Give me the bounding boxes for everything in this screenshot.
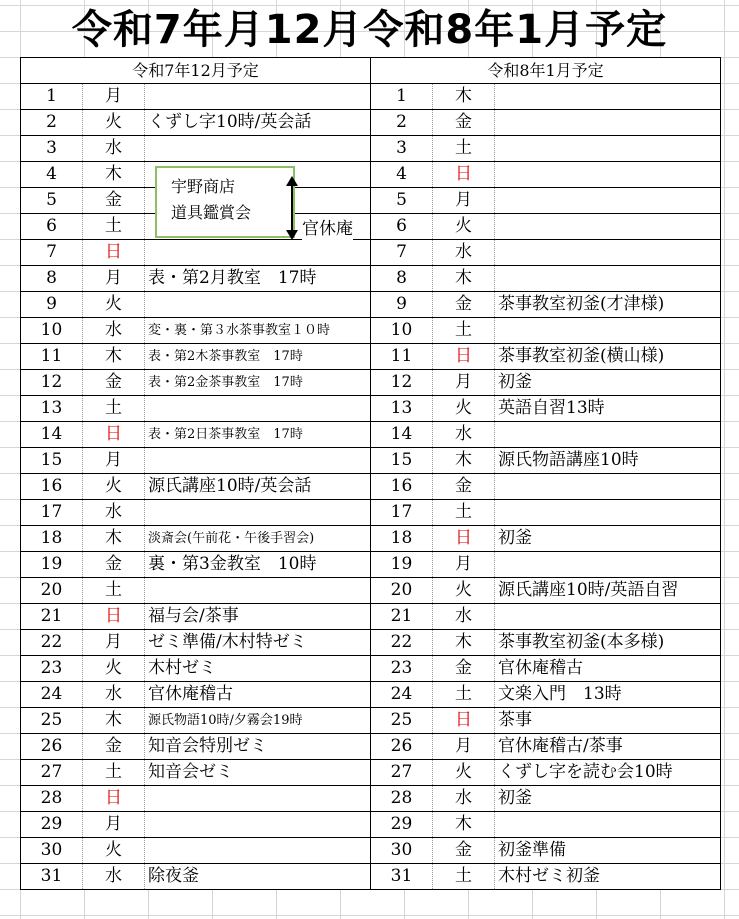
- day-of-week: 水: [433, 422, 495, 448]
- event-cell: [495, 110, 721, 136]
- day-of-week: 土: [433, 500, 495, 526]
- event-cell: [495, 318, 721, 344]
- table-row: [21, 84, 721, 110]
- day-number: 19: [371, 552, 433, 578]
- event-cell: [495, 812, 721, 838]
- day-of-week: 日: [433, 162, 495, 188]
- day-of-week: 金: [433, 292, 495, 318]
- event-cell: 表・第2日茶事教室 17時: [145, 422, 371, 448]
- day-of-week: 火: [83, 838, 145, 864]
- day-number: 31: [371, 864, 433, 890]
- table-row: [21, 786, 721, 812]
- day-number: 10: [371, 318, 433, 344]
- day-of-week: 水: [433, 786, 495, 812]
- day-number: 23: [371, 656, 433, 682]
- day-of-week: 火: [433, 578, 495, 604]
- event-cell: 源氏講座10時/英会話: [145, 474, 371, 500]
- event-cell: 淡斎会(午前花・午後手習会): [145, 526, 371, 552]
- day-number: 18: [21, 526, 83, 552]
- day-of-week: 水: [83, 864, 145, 890]
- table-row: [21, 630, 721, 656]
- table-row: [21, 318, 721, 344]
- event-cell: [145, 292, 371, 318]
- day-of-week: 火: [83, 110, 145, 136]
- event-cell: 表・第2金茶事教室 17時: [145, 370, 371, 396]
- day-number: 9: [371, 292, 433, 318]
- event-cell: 初釜: [495, 786, 721, 812]
- table-row: [21, 734, 721, 760]
- day-number: 24: [21, 682, 83, 708]
- day-of-week: 金: [83, 734, 145, 760]
- day-number: 21: [371, 604, 433, 630]
- event-cell: 源氏物語10時/夕霧会19時: [145, 708, 371, 734]
- day-of-week: 日: [83, 422, 145, 448]
- day-number: 2: [371, 110, 433, 136]
- day-of-week: 日: [433, 344, 495, 370]
- day-of-week: 日: [433, 526, 495, 552]
- event-cell: [145, 500, 371, 526]
- day-number: 11: [371, 344, 433, 370]
- event-cell: 木村ゼミ初釜: [495, 864, 721, 890]
- day-number: 30: [21, 838, 83, 864]
- event-cell: 初釜準備: [495, 838, 721, 864]
- event-cell: 官休庵稽古: [145, 682, 371, 708]
- day-number: 2: [21, 110, 83, 136]
- schedule-rows: [21, 84, 721, 890]
- day-of-week: 火: [433, 760, 495, 786]
- day-of-week: 月: [83, 630, 145, 656]
- day-number: 20: [21, 578, 83, 604]
- event-cell: 表・第2木茶事教室 17時: [145, 344, 371, 370]
- event-cell: [495, 474, 721, 500]
- table-row: [21, 656, 721, 682]
- event-cell: [495, 136, 721, 162]
- day-of-week: 木: [83, 162, 145, 188]
- month-heading-row: [21, 58, 721, 84]
- day-of-week: 水: [83, 500, 145, 526]
- day-number: 24: [371, 682, 433, 708]
- event-cell: 官休庵稽古: [495, 656, 721, 682]
- event-cell: [145, 136, 371, 162]
- day-of-week: 木: [433, 266, 495, 292]
- table-row: [21, 136, 721, 162]
- event-cell: [495, 266, 721, 292]
- day-of-week: 土: [83, 214, 145, 240]
- event-cell: 源氏物語講座10時: [495, 448, 721, 474]
- shop-event-note: [155, 166, 295, 238]
- day-of-week: 日: [83, 786, 145, 812]
- page-title: 令和7年月12月令和8年1月予定: [71, 7, 668, 53]
- event-cell: 木村ゼミ: [145, 656, 371, 682]
- table-row: [21, 552, 721, 578]
- day-number: 16: [21, 474, 83, 500]
- event-cell: 茶事教室初釜(本多様): [495, 630, 721, 656]
- day-number: 4: [371, 162, 433, 188]
- day-of-week: 金: [83, 188, 145, 214]
- day-number: 28: [21, 786, 83, 812]
- note-line-event: 道具鑑賞会: [171, 203, 252, 222]
- event-cell: 除夜釜: [145, 864, 371, 890]
- table-row: [21, 188, 721, 214]
- day-number: 29: [371, 812, 433, 838]
- table-row: [21, 500, 721, 526]
- event-cell: 表・第2月教室 17時: [145, 266, 371, 292]
- day-of-week: 日: [83, 240, 145, 266]
- day-of-week: 火: [433, 396, 495, 422]
- day-of-week: 月: [433, 370, 495, 396]
- table-row: [21, 266, 721, 292]
- table-row: [21, 474, 721, 500]
- day-number: 1: [21, 84, 83, 110]
- day-number: 8: [371, 266, 433, 292]
- day-of-week: 火: [83, 292, 145, 318]
- event-cell: 茶事教室初釜(横山様): [495, 344, 721, 370]
- day-number: 7: [371, 240, 433, 266]
- day-number: 22: [21, 630, 83, 656]
- day-number: 15: [21, 448, 83, 474]
- day-number: 14: [21, 422, 83, 448]
- day-number: 5: [371, 188, 433, 214]
- event-cell: 官休庵稽古/茶事: [495, 734, 721, 760]
- day-of-week: 月: [83, 448, 145, 474]
- table-row: [21, 214, 721, 240]
- day-number: 19: [21, 552, 83, 578]
- table-row: [21, 578, 721, 604]
- table-row: [21, 422, 721, 448]
- day-of-week: 月: [83, 84, 145, 110]
- day-number: 28: [371, 786, 433, 812]
- day-of-week: 金: [433, 656, 495, 682]
- day-number: 12: [21, 370, 83, 396]
- day-number: 3: [371, 136, 433, 162]
- day-number: 26: [21, 734, 83, 760]
- day-number: 22: [371, 630, 433, 656]
- day-of-week: 月: [433, 552, 495, 578]
- table-row: [21, 396, 721, 422]
- day-number: 21: [21, 604, 83, 630]
- event-cell: [145, 396, 371, 422]
- table-row: [21, 604, 721, 630]
- day-of-week: 金: [83, 370, 145, 396]
- day-of-week: 木: [433, 84, 495, 110]
- event-cell: 裏・第3金教室 10時: [145, 552, 371, 578]
- table-row: [21, 110, 721, 136]
- table-row: [21, 838, 721, 864]
- day-of-week: 水: [83, 136, 145, 162]
- event-cell: [145, 448, 371, 474]
- day-number: 25: [21, 708, 83, 734]
- event-cell: 初釜: [495, 370, 721, 396]
- event-cell: 福与会/茶事: [145, 604, 371, 630]
- event-cell: 変・裏・第３水茶事教室１０時: [145, 318, 371, 344]
- day-of-week: 火: [83, 656, 145, 682]
- day-number: 7: [21, 240, 83, 266]
- schedule-table: [20, 57, 721, 890]
- day-of-week: 木: [433, 448, 495, 474]
- note-line-shop: 宇野商店: [171, 177, 236, 196]
- day-number: 18: [371, 526, 433, 552]
- event-cell: [145, 240, 371, 266]
- event-cell: 文楽入門 13時: [495, 682, 721, 708]
- day-number: 12: [371, 370, 433, 396]
- day-of-week: 日: [83, 604, 145, 630]
- day-number: 5: [21, 188, 83, 214]
- day-number: 16: [371, 474, 433, 500]
- day-of-week: 土: [433, 864, 495, 890]
- day-of-week: 土: [433, 682, 495, 708]
- table-row: [21, 864, 721, 890]
- event-cell: 英語自習13時: [495, 396, 721, 422]
- day-of-week: 月: [433, 188, 495, 214]
- day-number: 31: [21, 864, 83, 890]
- day-of-week: 土: [433, 136, 495, 162]
- table-row: [21, 292, 721, 318]
- table-row: [21, 760, 721, 786]
- day-number: 17: [371, 500, 433, 526]
- table-row: [21, 344, 721, 370]
- day-number: 14: [371, 422, 433, 448]
- event-cell: [495, 162, 721, 188]
- event-cell: [495, 422, 721, 448]
- table-row: [21, 526, 721, 552]
- day-number: 8: [21, 266, 83, 292]
- day-of-week: 水: [433, 240, 495, 266]
- event-cell: 初釜: [495, 526, 721, 552]
- day-number: 15: [371, 448, 433, 474]
- day-of-week: 水: [83, 318, 145, 344]
- day-of-week: 土: [83, 760, 145, 786]
- day-number: 6: [21, 214, 83, 240]
- day-of-week: 木: [83, 708, 145, 734]
- event-cell: [495, 188, 721, 214]
- day-of-week: 金: [433, 474, 495, 500]
- day-of-week: 木: [83, 526, 145, 552]
- table-row: [21, 708, 721, 734]
- event-cell: [495, 500, 721, 526]
- event-cell: [145, 786, 371, 812]
- event-cell: くずし字10時/英会話: [145, 110, 371, 136]
- table-row: [21, 812, 721, 838]
- december-heading: 令和7年12月予定: [21, 58, 371, 84]
- event-cell: [495, 240, 721, 266]
- event-cell: 知音会特別ゼミ: [145, 734, 371, 760]
- day-number: 3: [21, 136, 83, 162]
- day-number: 11: [21, 344, 83, 370]
- day-of-week: 月: [433, 734, 495, 760]
- event-cell: 茶事教室初釜(才津様): [495, 292, 721, 318]
- note-side-label: 官休庵: [302, 216, 353, 242]
- table-row: [21, 370, 721, 396]
- day-number: 9: [21, 292, 83, 318]
- day-of-week: 月: [83, 266, 145, 292]
- event-cell: [145, 84, 371, 110]
- january-heading: 令和8年1月予定: [371, 58, 721, 84]
- day-of-week: 土: [83, 396, 145, 422]
- event-cell: 茶事: [495, 708, 721, 734]
- day-of-week: 月: [83, 812, 145, 838]
- day-of-week: 水: [83, 682, 145, 708]
- day-of-week: 土: [83, 578, 145, 604]
- day-of-week: 水: [433, 604, 495, 630]
- day-number: 27: [371, 760, 433, 786]
- table-row: [21, 162, 721, 188]
- table-row: [21, 682, 721, 708]
- event-cell: くずし字を読む会10時: [495, 760, 721, 786]
- day-number: 23: [21, 656, 83, 682]
- day-of-week: 火: [433, 214, 495, 240]
- table-row: [21, 240, 721, 266]
- day-of-week: 木: [433, 630, 495, 656]
- day-of-week: 木: [83, 344, 145, 370]
- day-of-week: 日: [433, 708, 495, 734]
- event-cell: [495, 214, 721, 240]
- day-number: 26: [371, 734, 433, 760]
- day-number: 1: [371, 84, 433, 110]
- event-cell: [145, 838, 371, 864]
- event-cell: [145, 578, 371, 604]
- day-number: 27: [21, 760, 83, 786]
- day-number: 4: [21, 162, 83, 188]
- day-of-week: 金: [83, 552, 145, 578]
- event-cell: [495, 552, 721, 578]
- day-number: 6: [371, 214, 433, 240]
- double-arrow-icon: [284, 176, 300, 240]
- event-cell: ゼミ準備/木村特ゼミ: [145, 630, 371, 656]
- day-number: 10: [21, 318, 83, 344]
- day-number: 20: [371, 578, 433, 604]
- day-of-week: 火: [83, 474, 145, 500]
- day-number: 13: [21, 396, 83, 422]
- day-number: 29: [21, 812, 83, 838]
- day-of-week: 金: [433, 838, 495, 864]
- day-number: 25: [371, 708, 433, 734]
- table-row: [21, 448, 721, 474]
- event-cell: [495, 604, 721, 630]
- event-cell: 知音会ゼミ: [145, 760, 371, 786]
- day-number: 13: [371, 396, 433, 422]
- day-number: 30: [371, 838, 433, 864]
- day-of-week: 土: [433, 318, 495, 344]
- event-cell: [145, 812, 371, 838]
- day-of-week: 木: [433, 812, 495, 838]
- event-cell: [495, 84, 721, 110]
- day-number: 17: [21, 500, 83, 526]
- event-cell: 源氏講座10時/英語自習: [495, 578, 721, 604]
- day-of-week: 金: [433, 110, 495, 136]
